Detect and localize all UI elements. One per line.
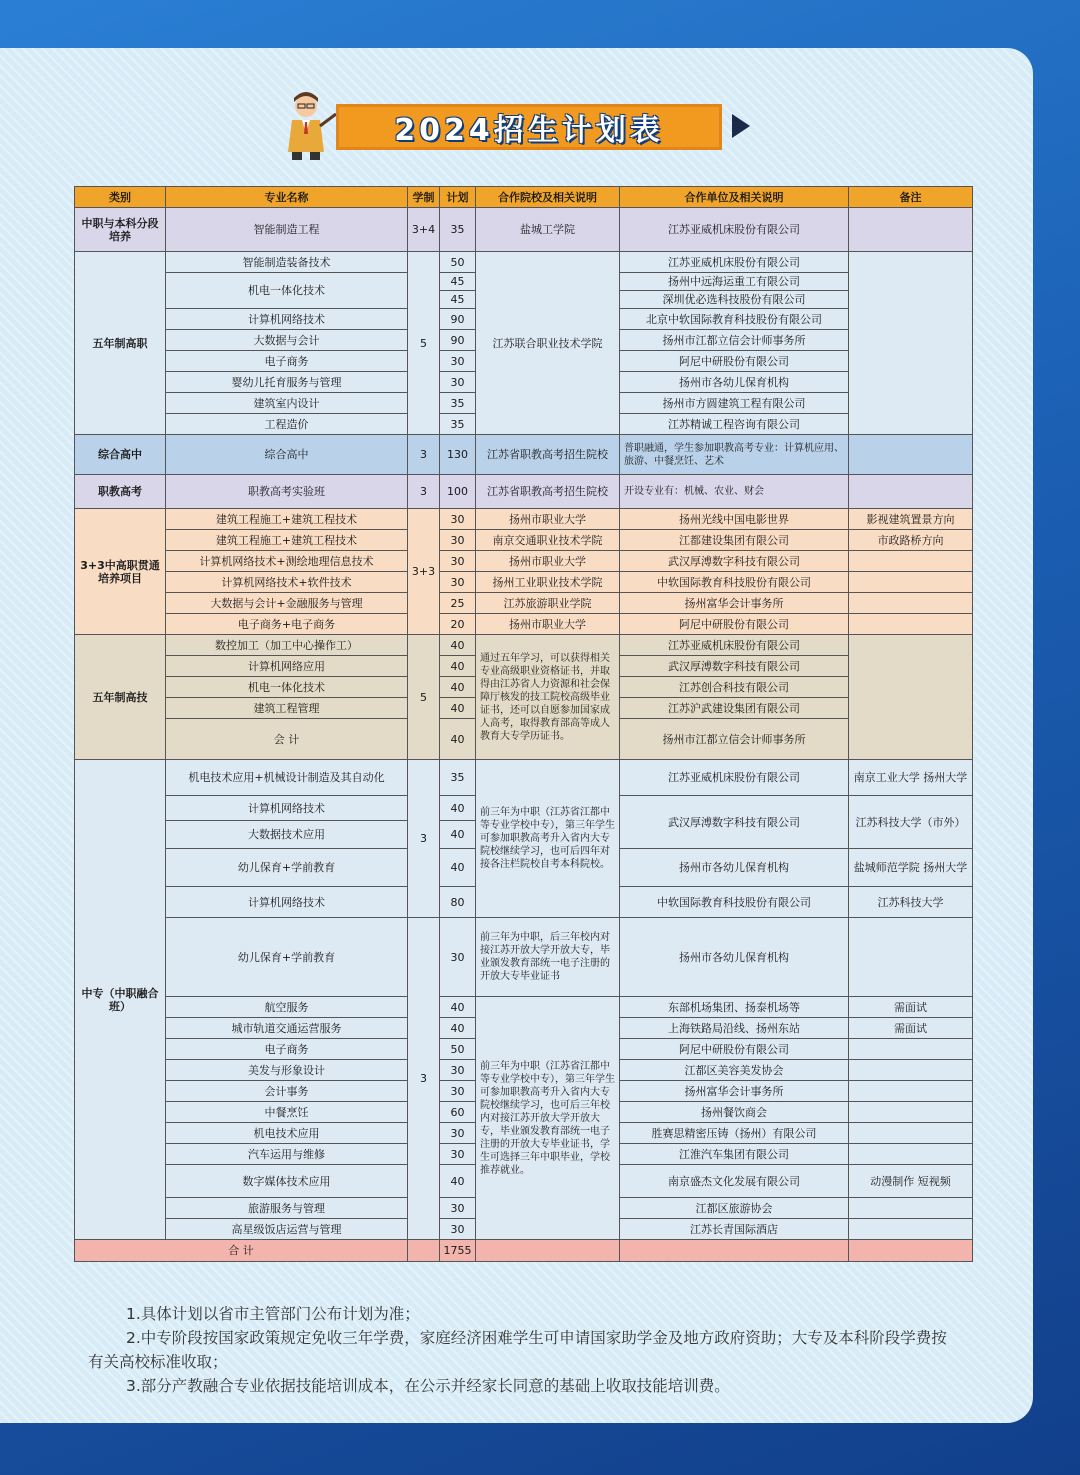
- partner-cell: 江都建设集团有限公司: [620, 530, 849, 551]
- plan-cell: 30: [440, 918, 476, 997]
- footnote: 2.中专阶段按国家政策规定免收三年学费，家庭经济困难学生可申请国家助学金及地方政府资助；大专及本科阶段学费按有关高校标准收取；: [88, 1329, 947, 1371]
- partner-cell: 北京中软国际教育科技股份有限公司: [620, 309, 849, 330]
- major-cell: 建筑室内设计: [166, 393, 408, 414]
- column-header: 合作院校及相关说明: [476, 187, 620, 208]
- column-header: 备注: [849, 187, 973, 208]
- plan-cell: 40: [440, 1165, 476, 1198]
- title-header: [280, 86, 780, 166]
- plan-cell: 30: [440, 1219, 476, 1240]
- school-cell: 南京交通职业技术学院: [476, 530, 620, 551]
- school-cell: 江苏省职教高考招生院校: [476, 475, 620, 509]
- partner-cell: 阿尼中研股份有限公司: [620, 614, 849, 635]
- partner-cell: 扬州市各幼儿保育机构: [620, 849, 849, 887]
- major-cell: 计算机网络技术+测绘地理信息技术: [166, 551, 408, 572]
- plan-cell: 35: [440, 208, 476, 252]
- major-cell: 智能制造工程: [166, 208, 408, 252]
- school-cell: 扬州市职业大学: [476, 614, 620, 635]
- partner-cell: 扬州光线中国电影世界: [620, 509, 849, 530]
- plan-cell: 30: [440, 572, 476, 593]
- table-row: [75, 635, 973, 656]
- enrollment-plan-table: [74, 186, 973, 1262]
- plan-cell: 60: [440, 1102, 476, 1123]
- table-row: [75, 572, 973, 593]
- remark-cell: [849, 572, 973, 593]
- column-header: 计划: [440, 187, 476, 208]
- remark-cell: [849, 614, 973, 635]
- major-cell: 高星级饭店运营与管理: [166, 1219, 408, 1240]
- partner-cell: 江苏亚威机床股份有限公司: [620, 208, 849, 252]
- major-cell: 航空服务: [166, 997, 408, 1018]
- plan-cell: 40: [440, 677, 476, 698]
- school-cell: 扬州市职业大学: [476, 551, 620, 572]
- plan-cell: 130: [440, 435, 476, 475]
- footnote: 3.部分产教融合专业依据技能培训成本，在公示并经家长同意的基础上收取技能培训费。: [126, 1377, 730, 1395]
- remark-cell: [849, 1039, 973, 1060]
- partner-cell: 扬州中远海运重工有限公司: [620, 273, 849, 291]
- category-cell: 3+3中高职贯通培养项目: [75, 509, 166, 635]
- partner-cell: 武汉厚溥数字科技有限公司: [620, 796, 849, 849]
- table-row: [75, 208, 973, 252]
- plan-cell: 35: [440, 760, 476, 796]
- partner-cell: 阿尼中研股份有限公司: [620, 351, 849, 372]
- remark-cell: 需面试: [849, 1018, 973, 1039]
- plan-cell: 30: [440, 509, 476, 530]
- title-banner: [336, 104, 722, 150]
- years-cell: 5: [408, 635, 440, 760]
- page-title: 2024招生计划表: [394, 113, 664, 148]
- plan-cell: 80: [440, 887, 476, 918]
- school-cell: 盐城工学院: [476, 208, 620, 252]
- plan-cell: 90: [440, 309, 476, 330]
- major-cell: 中餐烹饪: [166, 1102, 408, 1123]
- plan-cell: 30: [440, 1060, 476, 1081]
- remark-cell: [849, 1123, 973, 1144]
- column-header: 学制: [408, 187, 440, 208]
- plan-cell: 35: [440, 393, 476, 414]
- plan-cell: 40: [440, 849, 476, 887]
- major-cell: 计算机网络技术: [166, 887, 408, 918]
- partner-cell: 胜赛思精密压铸（扬州）有限公司: [620, 1123, 849, 1144]
- plan-cell: 45: [440, 291, 476, 309]
- remark-cell: 南京工业大学 扬州大学: [849, 760, 973, 796]
- arrow-right-icon: [732, 114, 750, 138]
- partner-cell: 江苏亚威机床股份有限公司: [620, 760, 849, 796]
- plan-cell: 50: [440, 1039, 476, 1060]
- plan-cell: 30: [440, 351, 476, 372]
- major-cell: 计算机网络技术+软件技术: [166, 572, 408, 593]
- school-cell: 江苏旅游职业学院: [476, 593, 620, 614]
- total-partner-cell: [620, 1240, 849, 1262]
- major-cell: 计算机网络技术: [166, 796, 408, 821]
- total-years-cell: [408, 1240, 440, 1262]
- partner-cell: 江苏长青国际酒店: [620, 1219, 849, 1240]
- major-cell: 建筑工程施工+建筑工程技术: [166, 509, 408, 530]
- partner-cell: 扬州富华会计事务所: [620, 1081, 849, 1102]
- plan-cell: 40: [440, 635, 476, 656]
- partner-cell: 江苏亚威机床股份有限公司: [620, 252, 849, 273]
- total-label: 合 计: [75, 1240, 408, 1262]
- remark-cell: [849, 918, 973, 997]
- major-cell: 机电技术应用: [166, 1123, 408, 1144]
- major-cell: 机电技术应用+机械设计制造及其自动化: [166, 760, 408, 796]
- partner-cell: 中软国际教育科技股份有限公司: [620, 572, 849, 593]
- column-header: 合作单位及相关说明: [620, 187, 849, 208]
- major-cell: 大数据与会计: [166, 330, 408, 351]
- major-cell: 数字媒体技术应用: [166, 1165, 408, 1198]
- partner-cell: 武汉厚溥数字科技有限公司: [620, 551, 849, 572]
- total-row: [75, 1240, 973, 1262]
- plan-cell: 30: [440, 551, 476, 572]
- partner-cell: 东部机场集团、扬泰机场等: [620, 997, 849, 1018]
- major-cell: 计算机网络技术: [166, 309, 408, 330]
- remark-cell: 江苏科技大学: [849, 887, 973, 918]
- partner-cell: 扬州餐饮商会: [620, 1102, 849, 1123]
- major-cell: 会 计: [166, 719, 408, 760]
- partner-cell: 江淮汽车集团有限公司: [620, 1144, 849, 1165]
- partner-cell: 扬州市江都立信会计师事务所: [620, 330, 849, 351]
- partner-cell: 深圳优必选科技股份有限公司: [620, 291, 849, 309]
- table-row: [75, 918, 973, 997]
- remark-cell: 市政路桥方向: [849, 530, 973, 551]
- partner-cell: 江都区旅游协会: [620, 1198, 849, 1219]
- column-header: 专业名称: [166, 187, 408, 208]
- major-cell: 电子商务: [166, 1039, 408, 1060]
- major-cell: 汽车运用与维修: [166, 1144, 408, 1165]
- table-row: [75, 593, 973, 614]
- remark-cell: 江苏科技大学（市外）: [849, 796, 973, 849]
- years-cell: 5: [408, 252, 440, 435]
- plan-cell: 20: [440, 614, 476, 635]
- total-plan: 1755: [440, 1240, 476, 1262]
- remark-cell: [849, 1219, 973, 1240]
- remark-cell: [849, 1102, 973, 1123]
- plan-cell: 30: [440, 372, 476, 393]
- total-remark-cell: [849, 1240, 973, 1262]
- plan-cell: 40: [440, 1018, 476, 1039]
- remark-cell: [849, 475, 973, 509]
- years-cell: 3+3: [408, 509, 440, 635]
- school-note-cell: 前三年为中职（江苏省江都中等专业学校中专），第三年学生可参加职教高考升入省内大专院校继续学习，也可后四年对接各注栏院校自考本科院校。: [476, 760, 620, 918]
- table-row: [75, 252, 973, 273]
- years-cell: 3+4: [408, 208, 440, 252]
- plan-cell: 40: [440, 719, 476, 760]
- major-cell: 美发与形象设计: [166, 1060, 408, 1081]
- table-row: [75, 997, 973, 1018]
- school-cell: 扬州市职业大学: [476, 509, 620, 530]
- partner-cell: 扬州市江都立信会计师事务所: [620, 719, 849, 760]
- school-note-cell: 前三年为中职（江苏省江都中等专业学校中专），第三年学生可参加职教高考升入省内大专院校继续学习，也可后三年校内对接江苏开放大学开放大专，毕业颁发教育部统一电子注册的开放大专毕业证书，学生可选择三年中职毕业，学校推荐就业。: [476, 997, 620, 1240]
- table-row: [75, 509, 973, 530]
- total-school-cell: [476, 1240, 620, 1262]
- remark-cell: 盐城师范学院 扬州大学: [849, 849, 973, 887]
- category-cell: 中专（中职融合班）: [75, 760, 166, 1240]
- plan-cell: 25: [440, 593, 476, 614]
- partner-cell: 江苏亚威机床股份有限公司: [620, 635, 849, 656]
- plan-cell: 40: [440, 656, 476, 677]
- major-cell: 幼儿保育+学前教育: [166, 849, 408, 887]
- major-cell: 数控加工（加工中心操作工）: [166, 635, 408, 656]
- partner-cell: 扬州市各幼儿保育机构: [620, 918, 849, 997]
- partner-cell: 南京盛杰文化发展有限公司: [620, 1165, 849, 1198]
- plan-cell: 40: [440, 821, 476, 849]
- partner-cell: 阿尼中研股份有限公司: [620, 1039, 849, 1060]
- partner-cell: 江苏沪武建设集团有限公司: [620, 698, 849, 719]
- school-cell: 江苏联合职业技术学院: [476, 252, 620, 435]
- plan-cell: 30: [440, 1123, 476, 1144]
- remark-cell: 动漫制作 短视频: [849, 1165, 973, 1198]
- table-row: [75, 551, 973, 572]
- partner-cell: 江苏创合科技有限公司: [620, 677, 849, 698]
- table-row: [75, 760, 973, 796]
- table-header-row: [75, 187, 973, 208]
- remark-cell: [849, 593, 973, 614]
- major-cell: 婴幼儿托育服务与管理: [166, 372, 408, 393]
- partner-cell: 扬州市各幼儿保育机构: [620, 372, 849, 393]
- years-cell: 3: [408, 760, 440, 918]
- plan-cell: 40: [440, 698, 476, 719]
- plan-cell: 30: [440, 1198, 476, 1219]
- column-header: 类别: [75, 187, 166, 208]
- major-cell: 会计事务: [166, 1081, 408, 1102]
- remark-cell: [849, 252, 973, 435]
- partner-cell: 江都区美容美发协会: [620, 1060, 849, 1081]
- table-row: [75, 435, 973, 475]
- category-cell: 五年制高职: [75, 252, 166, 435]
- major-cell: 计算机网络应用: [166, 656, 408, 677]
- years-cell: 3: [408, 918, 440, 1240]
- plan-cell: 30: [440, 1081, 476, 1102]
- plan-cell: 90: [440, 330, 476, 351]
- major-cell: 大数据技术应用: [166, 821, 408, 849]
- major-cell: 大数据与会计+金融服务与管理: [166, 593, 408, 614]
- partner-cell: 上海铁路局沿线、扬州东站: [620, 1018, 849, 1039]
- years-cell: 3: [408, 435, 440, 475]
- major-cell: 旅游服务与管理: [166, 1198, 408, 1219]
- remark-cell: [849, 435, 973, 475]
- major-cell: 综合高中: [166, 435, 408, 475]
- remark-cell: [849, 551, 973, 572]
- school-cell: 扬州工业职业技术学院: [476, 572, 620, 593]
- teacher-mascot-icon: [280, 90, 338, 162]
- remark-cell: [849, 1060, 973, 1081]
- category-cell: 综合高中: [75, 435, 166, 475]
- remark-cell: 影视建筑置景方向: [849, 509, 973, 530]
- remark-cell: [849, 208, 973, 252]
- plan-cell: 30: [440, 530, 476, 551]
- plan-cell: 45: [440, 273, 476, 291]
- major-cell: 工程造价: [166, 414, 408, 435]
- footnote: 1.具体计划以省市主管部门公布计划为准；: [126, 1305, 420, 1323]
- major-cell: 电子商务: [166, 351, 408, 372]
- major-cell: 机电一体化技术: [166, 273, 408, 309]
- partner-cell: 中软国际教育科技股份有限公司: [620, 887, 849, 918]
- plan-cell: 40: [440, 796, 476, 821]
- partner-cell: 江苏精诚工程咨询有限公司: [620, 414, 849, 435]
- plan-cell: 50: [440, 252, 476, 273]
- plan-cell: 30: [440, 1144, 476, 1165]
- major-cell: 幼儿保育+学前教育: [166, 918, 408, 997]
- plan-cell: 100: [440, 475, 476, 509]
- plan-cell: 40: [440, 997, 476, 1018]
- major-cell: 电子商务+电子商务: [166, 614, 408, 635]
- school-cell: 江苏省职教高考招生院校: [476, 435, 620, 475]
- major-cell: 建筑工程管理: [166, 698, 408, 719]
- partner-cell: 开设专业有：机械、农业、财会: [620, 475, 849, 509]
- table-row: [75, 614, 973, 635]
- footnotes: [88, 1302, 958, 1398]
- category-cell: 职教高考: [75, 475, 166, 509]
- major-cell: 机电一体化技术: [166, 677, 408, 698]
- partner-cell: 扬州富华会计事务所: [620, 593, 849, 614]
- category-cell: 五年制高技: [75, 635, 166, 760]
- table-row: [75, 475, 973, 509]
- major-cell: 职教高考实验班: [166, 475, 408, 509]
- remark-cell: [849, 1144, 973, 1165]
- remark-cell: [849, 1081, 973, 1102]
- major-cell: 城市轨道交通运营服务: [166, 1018, 408, 1039]
- major-cell: 智能制造装备技术: [166, 252, 408, 273]
- partner-cell: 武汉厚溥数字科技有限公司: [620, 656, 849, 677]
- category-cell: 中职与本科分段培养: [75, 208, 166, 252]
- remark-cell: [849, 1198, 973, 1219]
- partner-cell: 普职融通，学生参加职教高考专业：计算机应用、旅游、中餐烹饪、艺术: [620, 435, 849, 475]
- table-row: [75, 530, 973, 551]
- years-cell: 3: [408, 475, 440, 509]
- remark-cell: [849, 635, 973, 760]
- major-cell: 建筑工程施工+建筑工程技术: [166, 530, 408, 551]
- plan-cell: 35: [440, 414, 476, 435]
- school-note-cell: 前三年为中职，后三年校内对接江苏开放大学开放大专，毕业颁发教育部统一电子注册的开放大专毕业证书: [476, 918, 620, 997]
- remark-cell: 需面试: [849, 997, 973, 1018]
- school-note-cell: 通过五年学习，可以获得相关专业高级职业资格证书，并取得由江苏省人力资源和社会保障厅核发的技工院校高级毕业证书，还可以自愿参加国家成人高考，取得教育部高等成人教育大专学历证书。: [476, 635, 620, 760]
- partner-cell: 扬州市方圆建筑工程有限公司: [620, 393, 849, 414]
